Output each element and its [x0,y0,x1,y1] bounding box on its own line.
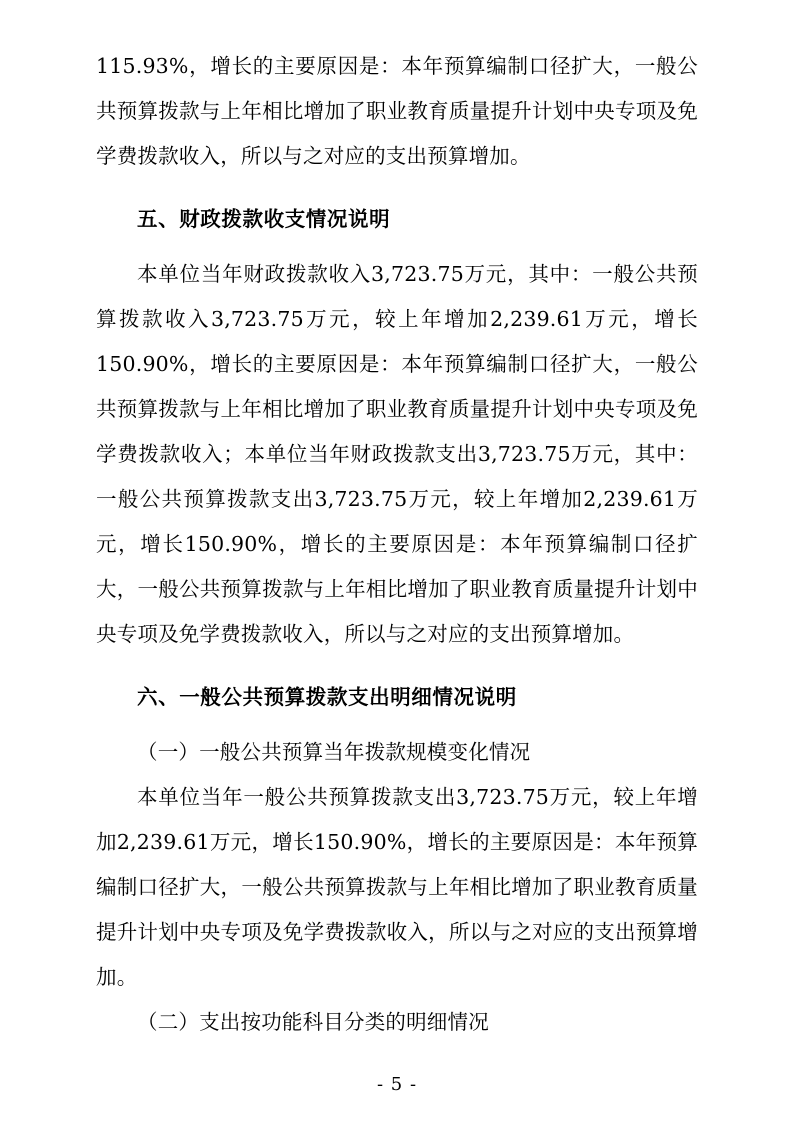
page-content [96,44,698,1045]
paragraph-continued: 115.93%，增长的主要原因是：本年预算编制口径扩大，一般公共预算拨款与上年相比增加了职业教育质量提升计划中央专项及免学费拨款收入，所以与之对应的支出预算增加。 [96,54,698,168]
subsection-heading-two: （二）支出按功能科目分类的明细情况 [137,1010,489,1034]
page-number: - 5 - [376,1074,418,1095]
section-heading-six: 六、一般公共预算拨款支出明细情况说明 [137,685,517,709]
section-heading-five: 五、财政拨款收支情况说明 [137,207,391,231]
paragraph-budget-scale-change: 本单位当年一般公共预算拨款支出3,723.75万元，较上年增加2,239.61万元，增长150.90%，增长的主要原因是：本年预算编制口径扩大，一般公共预算拨款与上年相比增加了职业教育质量提升计划中央专项及免学费拨款收入，所以与之对应的支出预算增加。 [96,785,698,989]
paragraph-financial-allocation: 本单位当年财政拨款收入3,723.75万元，其中：一般公共预算拨款收入3,723.75万元，较上年增加2,239.61万元，增长150.90%，增长的主要原因是：本年预算编制口径扩大，一般公共预算拨款与上年相比增加了职业教育质量提升计划中央专项及免学费拨款收入；本单位当年财政拨款支出3,723.75万元，其中：一般公共预算拨款支出3,723.75万元，较上年增加2,239.61万元，增长150.90%，增长的主要原因是：本年预算编制口径扩大，一般公共预算拨款与上年相比增加了职业教育质量提升计划中央专项及免学费拨款收入，所以与之对应的支出预算增加。 [96,262,698,646]
subsection-heading-one: （一）一般公共预算当年拨款规模变化情况 [137,740,531,764]
